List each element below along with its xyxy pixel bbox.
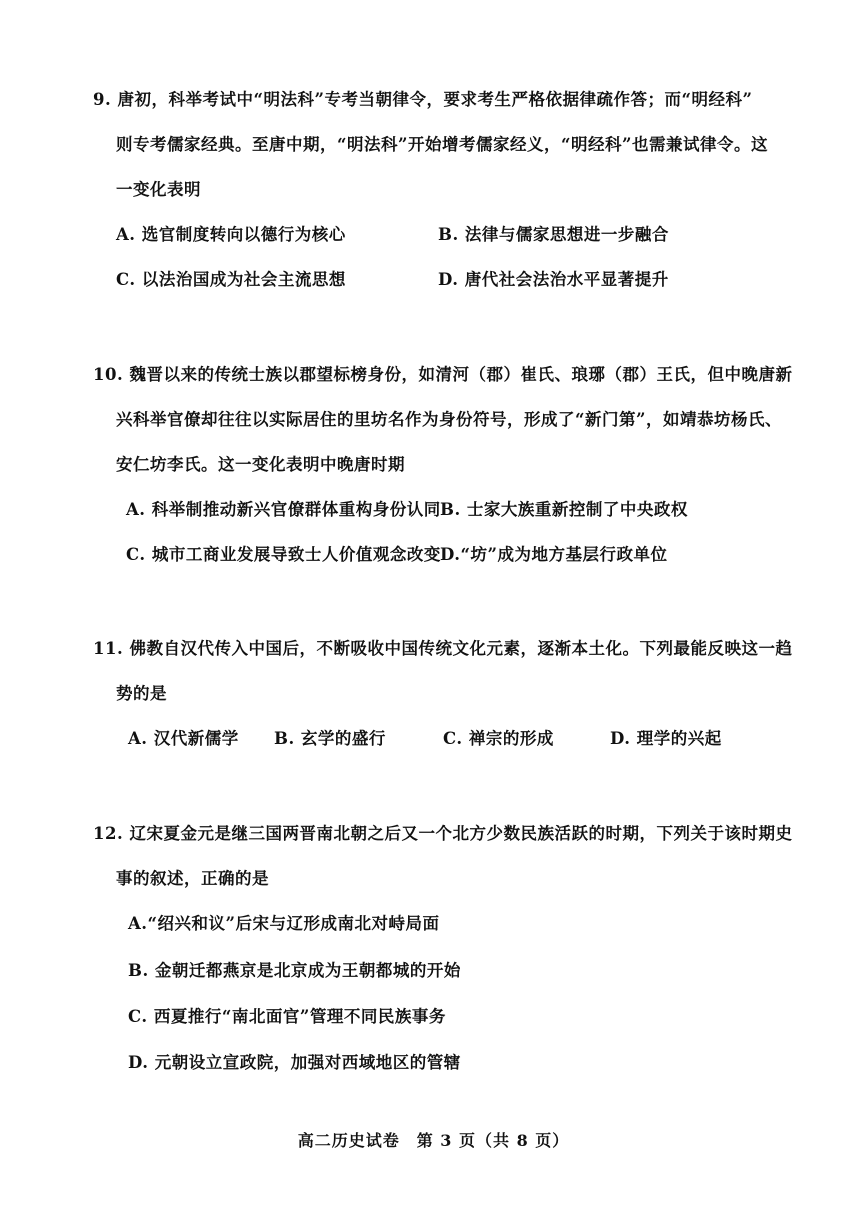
q10-option-b: B. 士家大族重新控制了中央政权	[440, 500, 688, 519]
q9-line-2: 则专考儒家经典。至唐中期，“明法科”开始增考儒家经义，“明经科”也需兼试律令。这	[116, 135, 768, 154]
q11-option-b: B. 玄学的盛行	[274, 729, 386, 748]
q11-option-d: D. 理学的兴起	[610, 729, 722, 748]
q12-line-1: 12. 辽宋夏金元是继三国两晋南北朝之后又一个北方少数民族活跃的时期，下列关于该时期史	[93, 824, 793, 843]
q11-option-a: A. 汉代新儒学	[128, 729, 239, 748]
q10-option-d: D.“坊”成为地方基层行政单位	[440, 545, 668, 564]
q12-option-d: D. 元朝设立宣政院，加强对西域地区的管辖	[128, 1053, 461, 1072]
q10-option-a: A. 科举制推动新兴官僚群体重构身份认同	[126, 500, 441, 519]
q12-line-2: 事的叙述，正确的是	[116, 869, 269, 888]
q10-line-3: 安仁坊李氏。这一变化表明中晚唐时期	[116, 455, 405, 474]
q10-line-1: 10. 魏晋以来的传统士族以郡望标榜身份，如清河（郡）崔氏、琅琊（郡）王氏，但中晚唐新	[93, 365, 793, 384]
q9-line-1: 9. 唐初，科举考试中“明法科”专考当朝律令，要求考生严格依据律疏作答；而“明经科”	[93, 90, 753, 109]
page-footer: 高二历史试卷 第 3 页（共 8 页）	[297, 1131, 570, 1150]
q9-option-a: A. 选官制度转向以德行为核心	[116, 225, 346, 244]
q9-line-3: 一变化表明	[116, 180, 201, 199]
q11-line-1: 11. 佛教自汉代传入中国后，不断吸收中国传统文化元素，逐渐本土化。下列最能反映这一趋	[93, 639, 793, 658]
q9-option-d: D. 唐代社会法治水平显著提升	[438, 270, 669, 289]
q9-option-b: B. 法律与儒家思想进一步融合	[438, 225, 669, 244]
q11-option-c: C. 禅宗的形成	[443, 729, 554, 748]
q12-option-a: A.“绍兴和议”后宋与辽形成南北对峙局面	[128, 914, 440, 933]
q12-option-c: C. 西夏推行“南北面官”管理不同民族事务	[128, 1007, 446, 1026]
q12-option-b: B. 金朝迁都燕京是北京成为王朝都城的开始	[128, 961, 461, 980]
q10-option-c: C. 城市工商业发展导致士人价值观念改变	[126, 545, 441, 564]
q10-line-2: 兴科举官僚却往往以实际居住的里坊名作为身份符号，形成了“新门第”，如靖恭坊杨氏、	[116, 410, 782, 429]
q9-option-c: C. 以法治国成为社会主流思想	[116, 270, 346, 289]
q11-line-2: 势的是	[116, 684, 167, 703]
